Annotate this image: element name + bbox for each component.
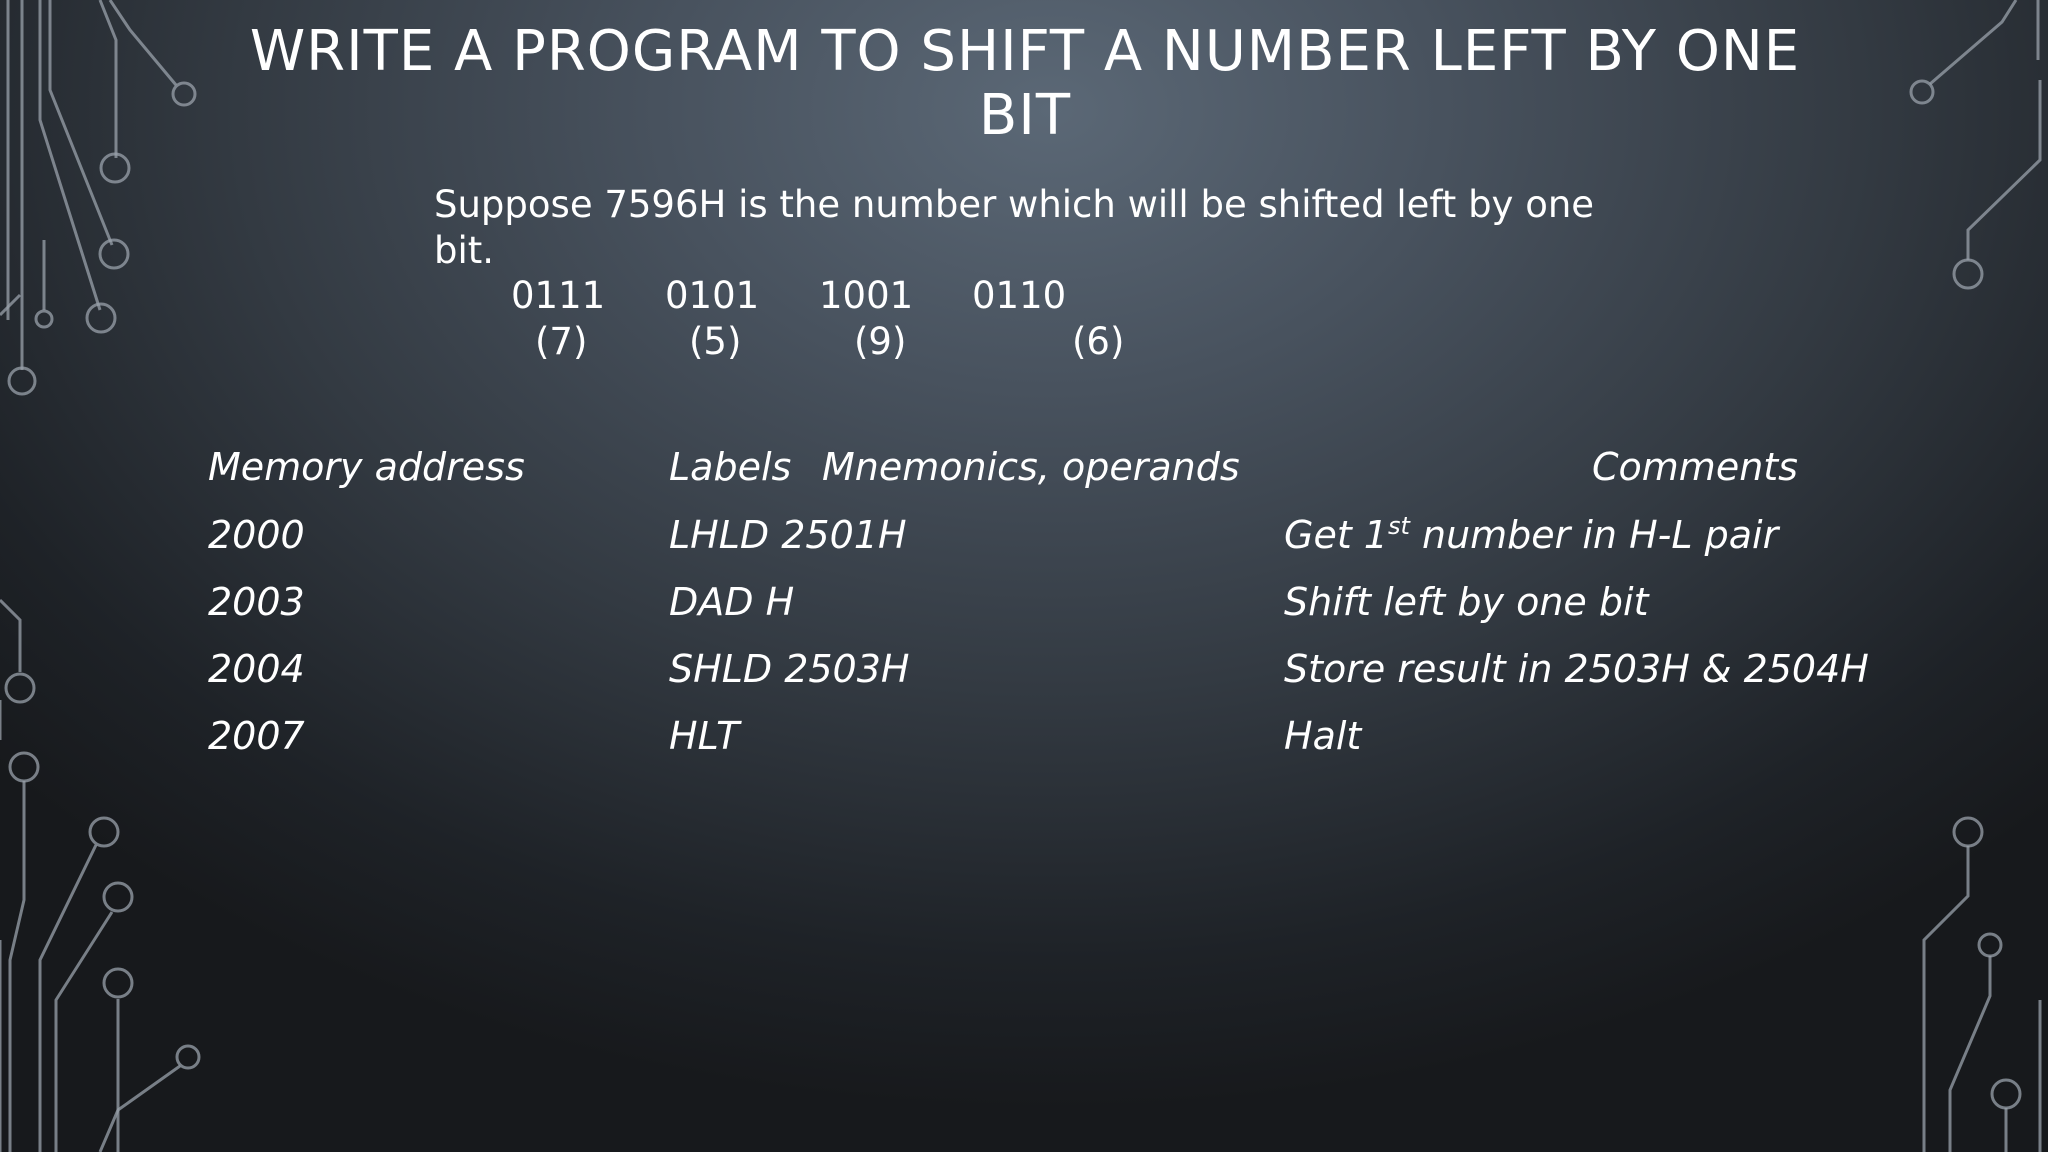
binary-nibble-2: 0101 (665, 274, 760, 317)
intro-text: Suppose 7596H is the number which will be shifted left by one bit. (434, 183, 1595, 272)
hex-digit-2: (5) (689, 320, 742, 363)
row-1-comment-pre: Get 1 (1284, 513, 1388, 557)
row-1-comment (1284, 511, 1778, 559)
row-1-address: 2000 (208, 513, 305, 557)
header-labels: Labels (669, 445, 792, 489)
row-4-mnemonic: HLT (669, 714, 740, 758)
circuit-right-bottom (1924, 818, 2040, 1152)
row-1-comment-sup: st (1387, 512, 1410, 540)
hex-digit-4: (6) (1072, 320, 1125, 363)
header-memory-address: Memory address (208, 445, 525, 489)
circuit-left-bottom (0, 600, 199, 1152)
slide-title: WRITE A PROGRAM TO SHIFT A NUMBER LEFT BY ONE BIT (249, 19, 1801, 148)
binary-nibble-3: 1001 (819, 274, 914, 317)
hex-digit-3: (9) (854, 320, 907, 363)
row-4-address: 2007 (208, 714, 305, 758)
header-comments: Comments (1592, 445, 1798, 489)
row-2-comment: Shift left by one bit (1284, 580, 1649, 624)
row-2-address: 2003 (208, 580, 305, 624)
row-3-comment: Store result in 2503H & 2504H (1284, 647, 1869, 691)
circuit-top-left (0, 0, 195, 394)
binary-nibble-4: 0110 (972, 274, 1067, 317)
circuit-top-right (1911, 0, 2040, 288)
hex-digit-1: (7) (535, 320, 588, 363)
row-3-mnemonic: SHLD 2503H (669, 647, 910, 691)
row-3-address: 2004 (208, 647, 305, 691)
row-4-comment: Halt (1284, 714, 1362, 758)
row-1-mnemonic: LHLD 2501H (669, 513, 907, 557)
row-1-comment-post: number in H-L pair (1409, 513, 1779, 557)
binary-nibble-1: 0111 (511, 274, 606, 317)
header-mnemonics: Mnemonics, operands (822, 445, 1240, 489)
row-2-mnemonic: DAD H (669, 580, 795, 624)
